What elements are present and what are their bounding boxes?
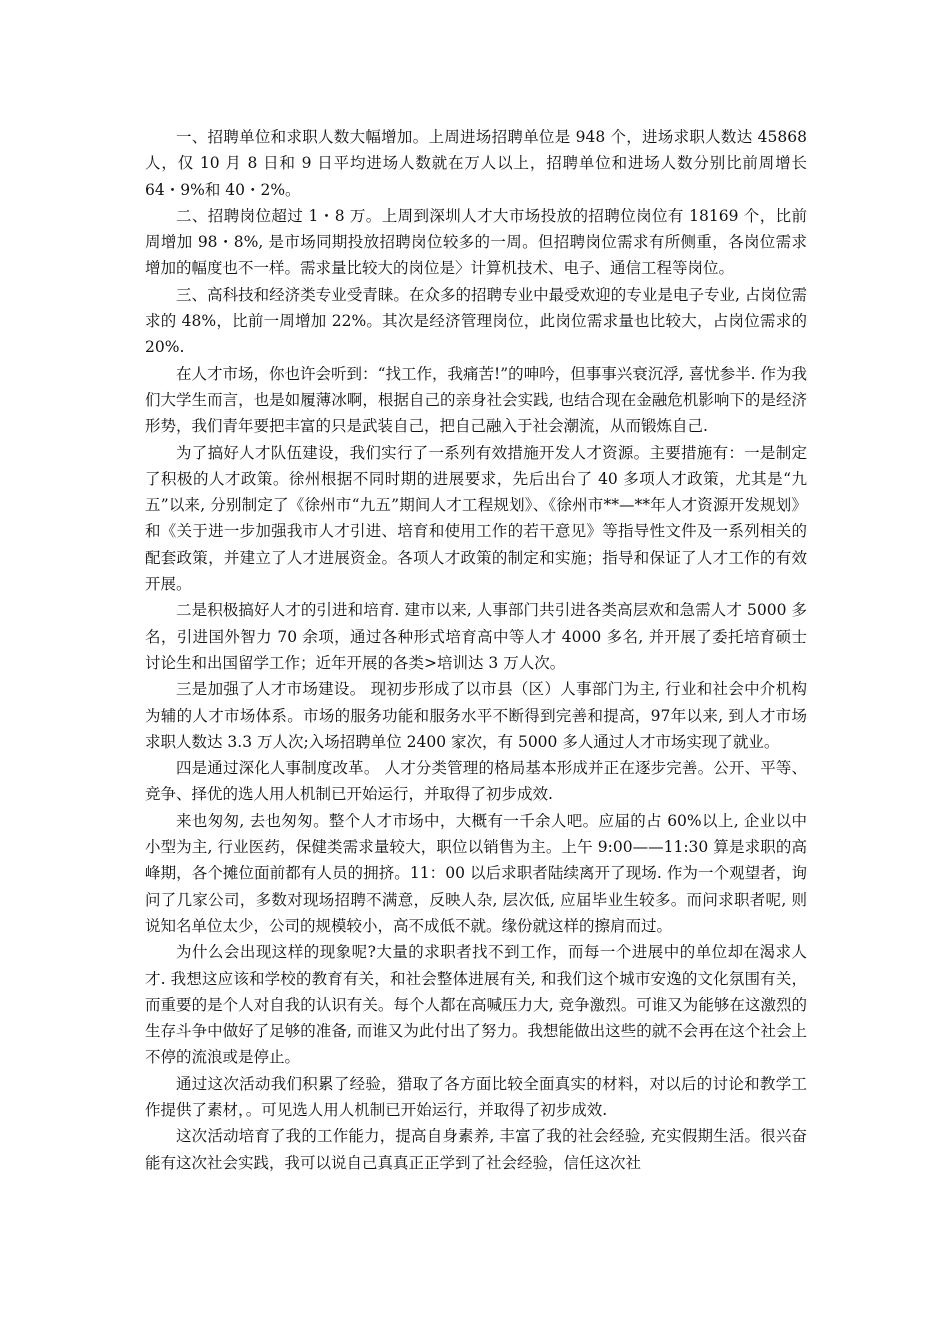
paragraph-conclusion: 这次活动培育了我的工作能力，提高自身素养, 丰富了我的社会经验, 充实假期生活。很兴奋能有这次社会实践，我可以说自己真真正正学到了社会经验，信任这次社 [145, 1127, 807, 1172]
paragraph-experience: 通过这次活动我们积累了经验，猎取了各方面比较全面真实的材料，对以后的讨论和教学工作提供了素材，。可见选人用人机制已开始运行，并取得了初步成效. [145, 1074, 807, 1119]
paragraph-talent-market: 在人才市场，你也许会听到：“找工作，我痛苦!”的呻吟，但事事兴衰沉浮, 喜忧参半. 作为我们大学生而言，也是如履薄冰啊，根据自己的亲身社会实践, 也结合现在金融危机影响下的是经济形势，我们青年要把丰富的只是武装自己，把自己融入于社会潮流，从而锻炼自己. [145, 364, 807, 436]
paragraph-recruitment-increase: 一、招聘单位和求职人数大幅增加。上周进场招聘单位是 948 个，进场求职人数达 45868 人，仅 10 月 8 日和 9 日平均进场人数就在万人以上，招聘单位和进场人数分别比前周增长 64・9%和 40・2%。 [145, 128, 807, 199]
paragraph-reflection: 为什么会出现这样的现象呢?大量的求职者找不到工作，而每一个进展中的单位却在渴求人才. 我想这应该和学校的教育有关，和社会整体进展有关, 和我们这个城市安逸的文化氛围有关，而重要的是个人对自我的认识有关。每个人都在高喊压力大, 竞争激烈。可谁又为能够在这激烈的生存斗争中做好了足够的准备, 而谁又为此付出了努力。我想能做出这些的就不会再在这个社会上不停的流浪或是停止。 [145, 943, 807, 1067]
paragraph-market-observation: 来也匆匆, 去也匆匆。整个人才市场中，大概有一千余人吧。应届的占 60%以上, 企业以中小型为主, 行业医药，保健类需求量较大，职位以销售为主。上午 9:00——11:30 算是求职的高峰期，各个摊位面前都有人员的拥挤。11：00 以后求职者陆续离开了现场. 作为一个观望者，询问了几家公司，多数对现场招聘不满意，反映人杂, 层次低, 应届毕业生较多。而问求职者呢, 则说知名单位太少，公司的规模较小，高不成低不就。缘份就这样的擦肩而过。 [145, 811, 807, 935]
paragraph-personnel-reform: 四是通过深化人事制度改革。 人才分类管理的格局基本形成并正在逐步完善。公开、平等、竞争、择优的选人用人机制已开始运行，并取得了初步成效. [145, 759, 807, 804]
paragraph-hightech-majors: 三、高科技和经济类专业受青睐。在众多的招聘专业中最受欢迎的专业是电子专业, 占岗位需求的 48%，比前一周增加 22%。其次是经济管理岗位，此岗位需求量也比较大，占岗位需求的 20%. [145, 285, 807, 357]
paragraph-talent-introduction: 二是积极搞好人才的引进和培育. 建市以来, 人事部门共引进各类高层欢和急需人才 5000 多名，引进国外智力 70 余项，通过各种形式培育高中等人才 4000 多名, 并开展了委托培育硕士讨论生和出国留学工作；近年开展的各类>培训达 3 万人次。 [145, 601, 807, 672]
paragraph-positions-over-18k: 二、招聘岗位超过 1・8 万。上周到深圳人才大市场投放的招聘位岗位有 18169 个，比前周增加 98・8%, 是市场同期投放招聘岗位较多的一周。但招聘岗位需求有所侧重，各岗位需求增加的幅度也不一样。需求量比较大的岗位是〉计算机技术、电子、通信工程等岗位。 [145, 206, 807, 278]
document-body [145, 124, 807, 1176]
paragraph-market-construction: 三是加强了人才市场建设。 现初步形成了以市县（区）人事部门为主, 行业和社会中介机构为辅的人才市场体系。市场的服务功能和服务水平不断得到完善和提高，97年以来, 到人才市场求职人数达 3.3 万人次;入场招聘单位 2400 家次，有 5000 多人通过人才市场实现了就业。 [145, 680, 807, 751]
paragraph-talent-policy: 为了搞好人才队伍建设，我们实行了一系列有效措施开发人才资源。主要措施有：一是制定了积极的人才政策。徐州根据不同时期的进展要求，先后出台了 40 多项人才政策，尤其是“九五”以来, 分别制定了《徐州市“九五”期间人才工程规划》、《徐州市**—**年人才资源开发规划》和《关于进一步加强我市人才引进、培育和使用工作的若干意见》等指导性文件及一系列相关的配套政策，并建立了人才进展资金。各项人才政策的制定和实施；指导和保证了人才工作的有效开展。 [145, 443, 807, 594]
